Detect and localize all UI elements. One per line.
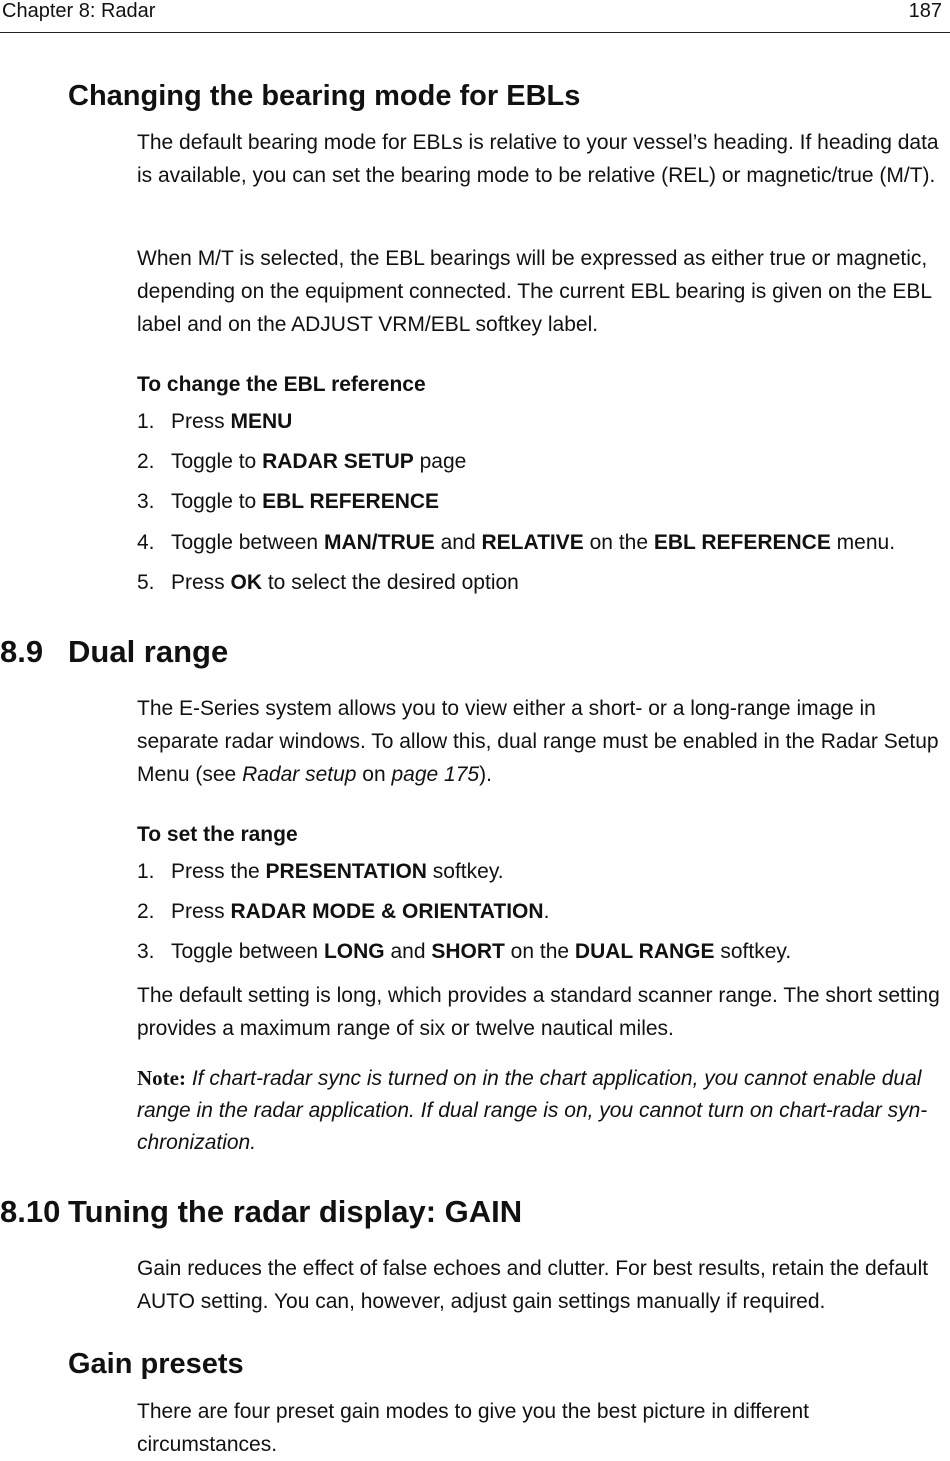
paragraph-dual-range: The E-Series system allows you to view either a short- or a long-range image in separate radar windows. To allow this, dual range must be enabled in the Radar Setup Menu (see Radar setup on page 175). — [137, 697, 939, 786]
section-heading-gain: 8.10 Tuning the radar display: GAIN — [0, 1194, 523, 1229]
header-divider — [0, 32, 950, 33]
page-number: 187 — [908, 0, 942, 22]
procedure-step: 1. Press MENU — [137, 410, 293, 433]
procedure-step: 3. Toggle to EBL REFERENCE — [137, 490, 440, 513]
paragraph-gain-presets: There are four preset gain modes to give you the best picture in different circumstances. — [137, 1400, 809, 1456]
paragraph-bearing-mt: When M/T is selected, the EBL bearings will be expressed as either true or magnetic, depending on the equipment connected. The current EBL bearing is given on the EBL label and on the ADJUST VRM/EBL softkey label. — [137, 247, 932, 336]
procedure-step: 2. Toggle to RADAR SETUP page — [137, 450, 467, 473]
page-reference-link[interactable]: page 175 — [391, 763, 480, 786]
section-heading-dual-range: 8.9 Dual range — [0, 634, 229, 669]
paragraph-bearing-intro: The default bearing mode for EBLs is relative to your vessel’s heading. If heading data is available, you can set the bearing mode to be relative (REL) or magnetic/true (M/T). — [137, 131, 939, 187]
procedure-step: 5. Press OK to select the desired option — [137, 571, 519, 594]
procedure-step: 1. Press the PRESENTATION softkey. — [137, 860, 504, 883]
cross-reference-link[interactable]: Radar setup — [242, 763, 357, 786]
paragraph-default-setting: The default setting is long, which provides a standard scanner range. The short setting provides a maximum range of six or twelve nautical miles. — [137, 984, 940, 1040]
note-chart-radar-sync: Note: If chart-radar sync is turned on in the chart application, you cannot enable dual range in the radar application. If dual range is on, you cannot turn on chart-radar syn-chronization. — [137, 1066, 928, 1154]
paragraph-gain: Gain reduces the effect of false echoes and clutter. For best results, retain the default AUTO setting. You can, however, adjust gain settings manually if required. — [137, 1257, 929, 1313]
subsection-title-gain-presets: Gain presets — [68, 1348, 244, 1380]
procedure-title-ebl-reference: To change the EBL reference — [137, 373, 426, 396]
procedure-step: 4. Toggle between MAN/TRUE and RELATIVE on the EBL REFERENCE menu. — [137, 531, 896, 554]
section-title-bearing-mode: Changing the bearing mode for EBLs — [68, 80, 581, 112]
procedure-step: 2. Press RADAR MODE & ORIENTATION. — [137, 900, 550, 923]
procedure-step: 3. Toggle between LONG and SHORT on the DUAL RANGE softkey. — [137, 940, 792, 963]
running-header-chapter: Chapter 8: Radar — [2, 0, 156, 22]
procedure-title-set-range: To set the range — [137, 823, 298, 846]
